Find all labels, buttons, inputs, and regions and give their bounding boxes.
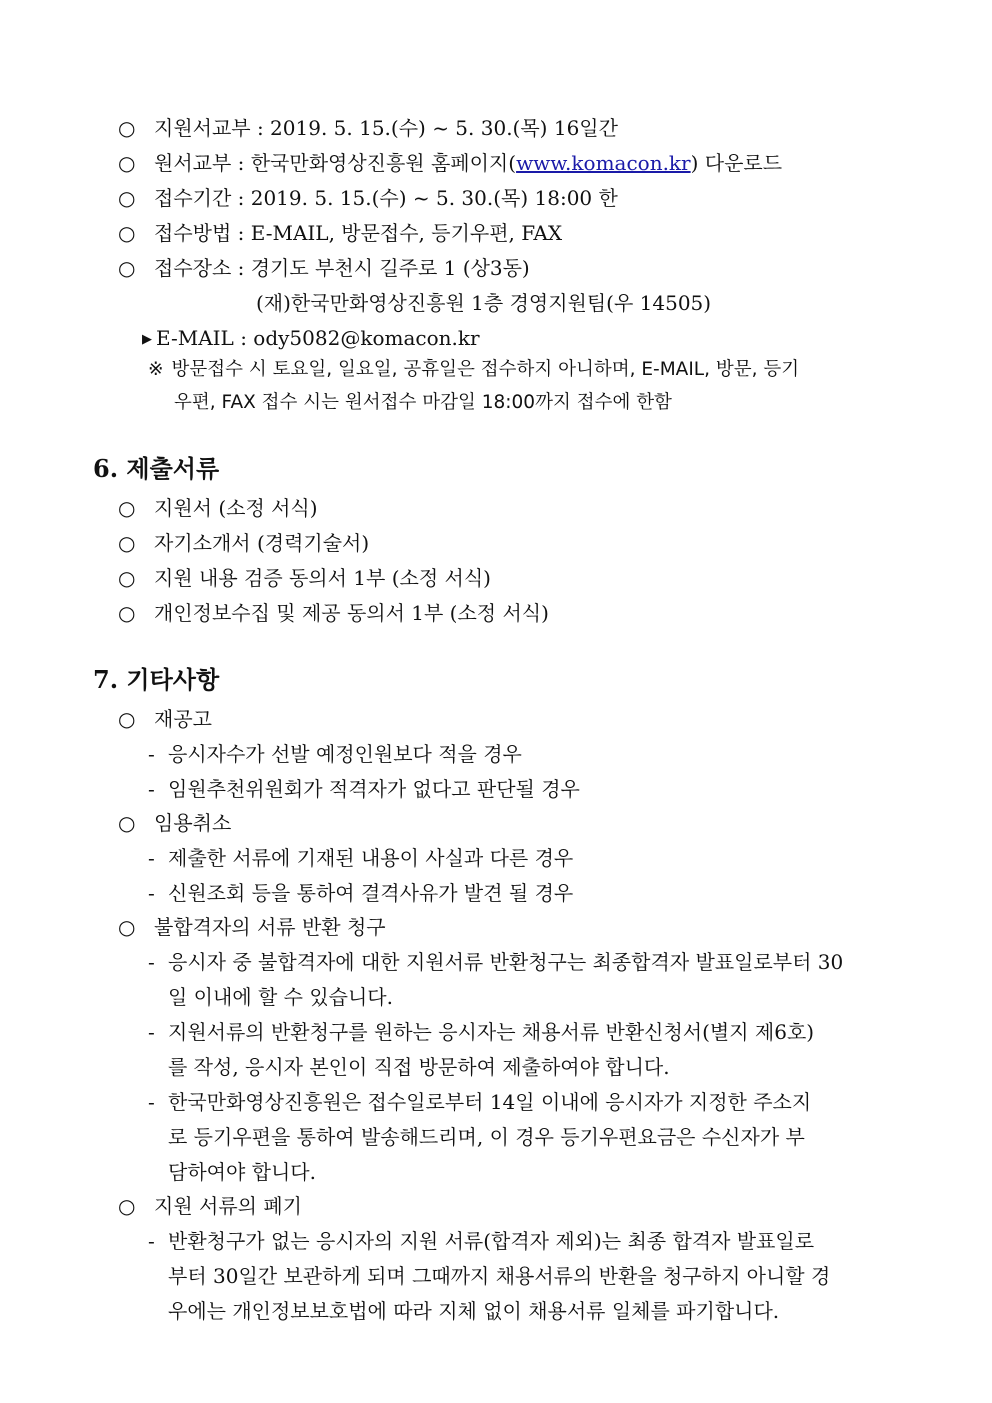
item-text: 한국만화영상진흥원은 접수일로부터 14일 이내에 응시자가 지정한 주소지 xyxy=(168,1090,812,1114)
item-text: 제출한 서류에 기재된 내용이 사실과 다른 경우 xyxy=(168,846,574,870)
item-text: 자기소개서 (경력기술서) xyxy=(154,531,370,555)
circle-bullet-icon: ○ xyxy=(118,496,136,520)
item-text: 지원 내용 검증 동의서 1부 (소정 서식) xyxy=(154,566,491,590)
list-item xyxy=(118,528,369,558)
item-text: 개인정보수집 및 제공 동의서 1부 (소정 서식) xyxy=(154,601,549,625)
dash-icon: - xyxy=(148,777,155,801)
circle-bullet-icon: ○ xyxy=(118,221,136,245)
list-item-form-dist xyxy=(118,148,782,178)
item-text: 재공고 xyxy=(154,707,212,731)
item-text: 임용취소 xyxy=(154,811,232,835)
note-line1 xyxy=(148,355,898,385)
continuation-line: 일 이내에 할 수 있습니다. xyxy=(168,985,393,1009)
dash-icon: - xyxy=(148,742,155,766)
item-text: 지원서교부 : 2019. 5. 15.(수) ~ 5. 30.(목) 16일간 xyxy=(154,116,618,140)
item-text: 지원 서류의 폐기 xyxy=(154,1194,302,1218)
homepage-link[interactable]: www.komacon.kr xyxy=(516,151,691,175)
continuation-line: 담하여야 합니다. xyxy=(168,1160,316,1184)
list-item-recv-period xyxy=(118,183,618,213)
section-6-title: 6. 제출서류 xyxy=(93,454,220,483)
continuation-line: 를 작성, 응시자 본인이 직접 방문하여 제출하여야 합니다. xyxy=(168,1055,670,1079)
dash-item xyxy=(148,878,573,908)
circle-bullet-icon: ○ xyxy=(118,1194,136,1218)
circle-bullet-icon: ○ xyxy=(118,531,136,555)
note-line2: 우편, FAX 접수 시는 원서접수 마감일 18:00까지 접수에 한함 xyxy=(174,392,672,413)
dash-item xyxy=(148,947,843,977)
dash-item xyxy=(148,739,522,769)
circle-bullet-icon: ○ xyxy=(118,601,136,625)
circle-bullet-icon: ○ xyxy=(118,915,136,939)
group-label xyxy=(118,1191,302,1221)
dash-item xyxy=(148,843,573,873)
section-7-title: 7. 기타사항 xyxy=(93,665,220,694)
list-item-recv-place xyxy=(118,253,530,283)
circle-bullet-icon: ○ xyxy=(118,256,136,280)
dash-icon: - xyxy=(148,1090,155,1114)
item-text: ) 다운로드 xyxy=(690,151,783,175)
circle-bullet-icon: ○ xyxy=(118,707,136,731)
list-item xyxy=(118,563,491,593)
group-label xyxy=(118,704,212,734)
dash-item xyxy=(148,1226,814,1256)
item-text: 원서교부 : 한국만화영상진흥원 홈페이지( xyxy=(154,151,517,175)
item-text: 지원서 (소정 서식) xyxy=(154,496,318,520)
item-text: 접수기간 : 2019. 5. 15.(수) ~ 5. 30.(목) 18:00 한 xyxy=(154,186,618,210)
circle-bullet-icon: ○ xyxy=(118,116,136,140)
email-text: E-MAIL : ody5082@komacon.kr xyxy=(156,326,480,350)
dash-item xyxy=(148,774,580,804)
list-item xyxy=(118,598,549,628)
dash-icon: - xyxy=(148,1020,155,1044)
recv-place-line2: (재)한국만화영상진흥원 1층 경영지원팀(우 14505) xyxy=(256,291,712,315)
item-text: 접수장소 : 경기도 부천시 길주로 1 (상3동) xyxy=(154,256,530,280)
dash-icon: - xyxy=(148,1229,155,1253)
continuation-line: 부터 30일간 보관하게 되며 그때까지 채용서류의 반환을 청구하지 아니할 경 xyxy=(168,1264,831,1288)
email-line xyxy=(142,323,480,355)
item-text: 접수방법 : E-MAIL, 방문접수, 등기우편, FAX xyxy=(154,221,563,245)
list-item xyxy=(118,493,318,523)
reference-mark-icon: ※ xyxy=(148,359,164,380)
note-text: 방문접수 시 토요일, 일요일, 공휴일은 접수하지 아니하며, E-MAIL, 방문, 등기 xyxy=(171,359,800,380)
item-text: 임원추천위원회가 적격자가 없다고 판단될 경우 xyxy=(168,777,580,801)
item-text: 불합격자의 서류 반환 청구 xyxy=(154,915,386,939)
dash-icon: - xyxy=(148,881,155,905)
continuation-line: 우에는 개인정보보호법에 따라 지체 없이 채용서류 일체를 파기합니다. xyxy=(168,1299,780,1323)
circle-bullet-icon: ○ xyxy=(118,186,136,210)
group-label xyxy=(118,912,386,942)
list-item-recv-method xyxy=(118,218,562,248)
group-label xyxy=(118,808,231,838)
dash-item xyxy=(148,1017,814,1047)
continuation-line: 로 등기우편을 통하여 발송해드리며, 이 경우 등기우편요금은 수신자가 부 xyxy=(168,1125,805,1149)
circle-bullet-icon: ○ xyxy=(118,151,136,175)
item-text: 반환청구가 없는 응시자의 지원 서류(합격자 제외)는 최종 합격자 발표일로 xyxy=(168,1229,815,1253)
item-text: 응시자수가 선발 예정인원보다 적을 경우 xyxy=(168,742,522,766)
dash-item xyxy=(148,1087,811,1117)
circle-bullet-icon: ○ xyxy=(118,566,136,590)
dash-icon: - xyxy=(148,950,155,974)
list-item-dist-period xyxy=(118,113,618,143)
circle-bullet-icon: ○ xyxy=(118,811,136,835)
item-text: 신원조회 등을 통하여 결격사유가 발견 될 경우 xyxy=(168,881,574,905)
dash-icon: - xyxy=(148,846,155,870)
triangle-marker-icon: ▶ xyxy=(142,332,152,347)
item-text: 응시자 중 불합격자에 대한 지원서류 반환청구는 최종합격자 발표일로부터 30 xyxy=(168,950,844,974)
item-text: 지원서류의 반환청구를 원하는 응시자는 채용서류 반환신청서(별지 제6호) xyxy=(168,1020,815,1044)
